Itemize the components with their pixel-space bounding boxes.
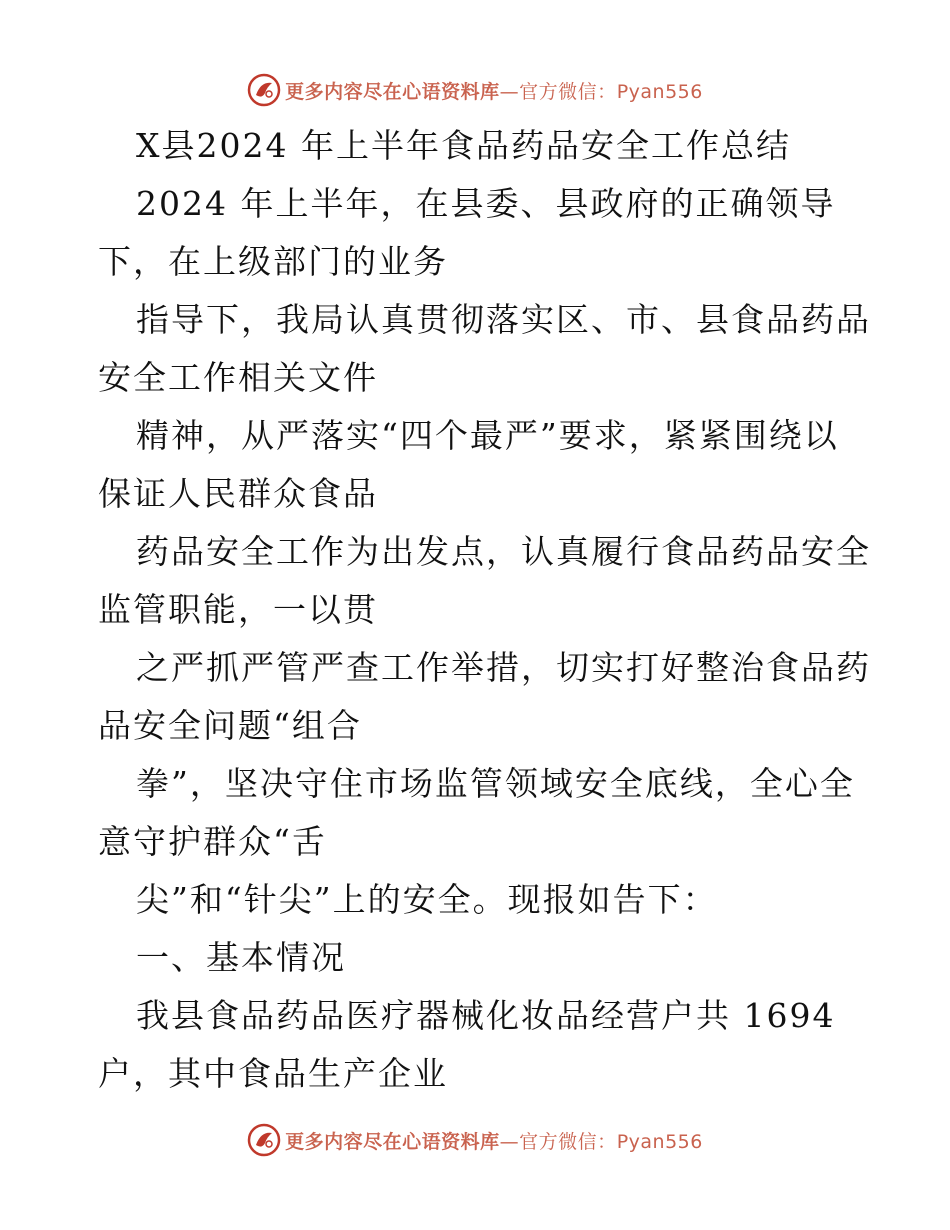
- logo-icon: [247, 73, 281, 107]
- footer-banner-title: 更多内容尽在心语资料库: [285, 1130, 500, 1153]
- paragraph-line: 我县食品药品医疗器械化妆品经营户共 1694: [136, 996, 836, 1035]
- paragraph-line: 指导下，我局认真贯彻落实区、市、县食品药品: [136, 300, 871, 339]
- paragraph-line: 拳”，坚决守住市场监管领域安全底线，全心全: [136, 764, 855, 803]
- paragraph-line: 精神，从严落实“四个最严”要求，紧紧围绕以: [136, 416, 839, 455]
- paragraph-line: 之严抓严管严查工作举措，切实打好整治食品药: [136, 648, 871, 687]
- header-banner-title: 更多内容尽在心语资料库: [285, 80, 500, 103]
- paragraph-line: 保证人民群众食品: [98, 474, 378, 513]
- document-title: X县2024 年上半年食品药品安全工作总结: [136, 126, 791, 165]
- header-banner-wechat-label: —官方微信：: [499, 80, 617, 103]
- header-banner-text: [285, 77, 703, 104]
- section-heading: 一、基本情况: [136, 938, 346, 977]
- paragraph-line: 监管职能，一以贯: [98, 590, 378, 629]
- paragraph-line: 品安全问题“组合: [98, 706, 362, 745]
- paragraph-line: 药品安全工作为出发点，认真履行食品药品安全: [136, 532, 871, 571]
- footer-banner-wechat-label: —官方微信：: [499, 1130, 617, 1153]
- footer-watermark-banner: [0, 1120, 950, 1160]
- paragraph-line: 意守护群众“舌: [98, 822, 327, 861]
- footer-banner-text: [285, 1127, 703, 1154]
- paragraph-line: 2024 年上半年，在县委、县政府的正确领导: [136, 184, 836, 223]
- header-watermark-banner: [0, 70, 950, 110]
- header-banner-wechat-id: Pyan556: [616, 80, 703, 103]
- paragraph-line: 尖”和“针尖”上的安全。现报如告下：: [136, 880, 718, 919]
- paragraph-line: 安全工作相关文件: [98, 358, 378, 397]
- paragraph-line: 户，其中食品生产企业: [98, 1054, 448, 1093]
- document-body: [98, 117, 871, 1103]
- paragraph-line: 下，在上级部门的业务: [98, 242, 448, 281]
- footer-banner-wechat-id: Pyan556: [616, 1130, 703, 1153]
- logo-icon: [247, 1123, 281, 1157]
